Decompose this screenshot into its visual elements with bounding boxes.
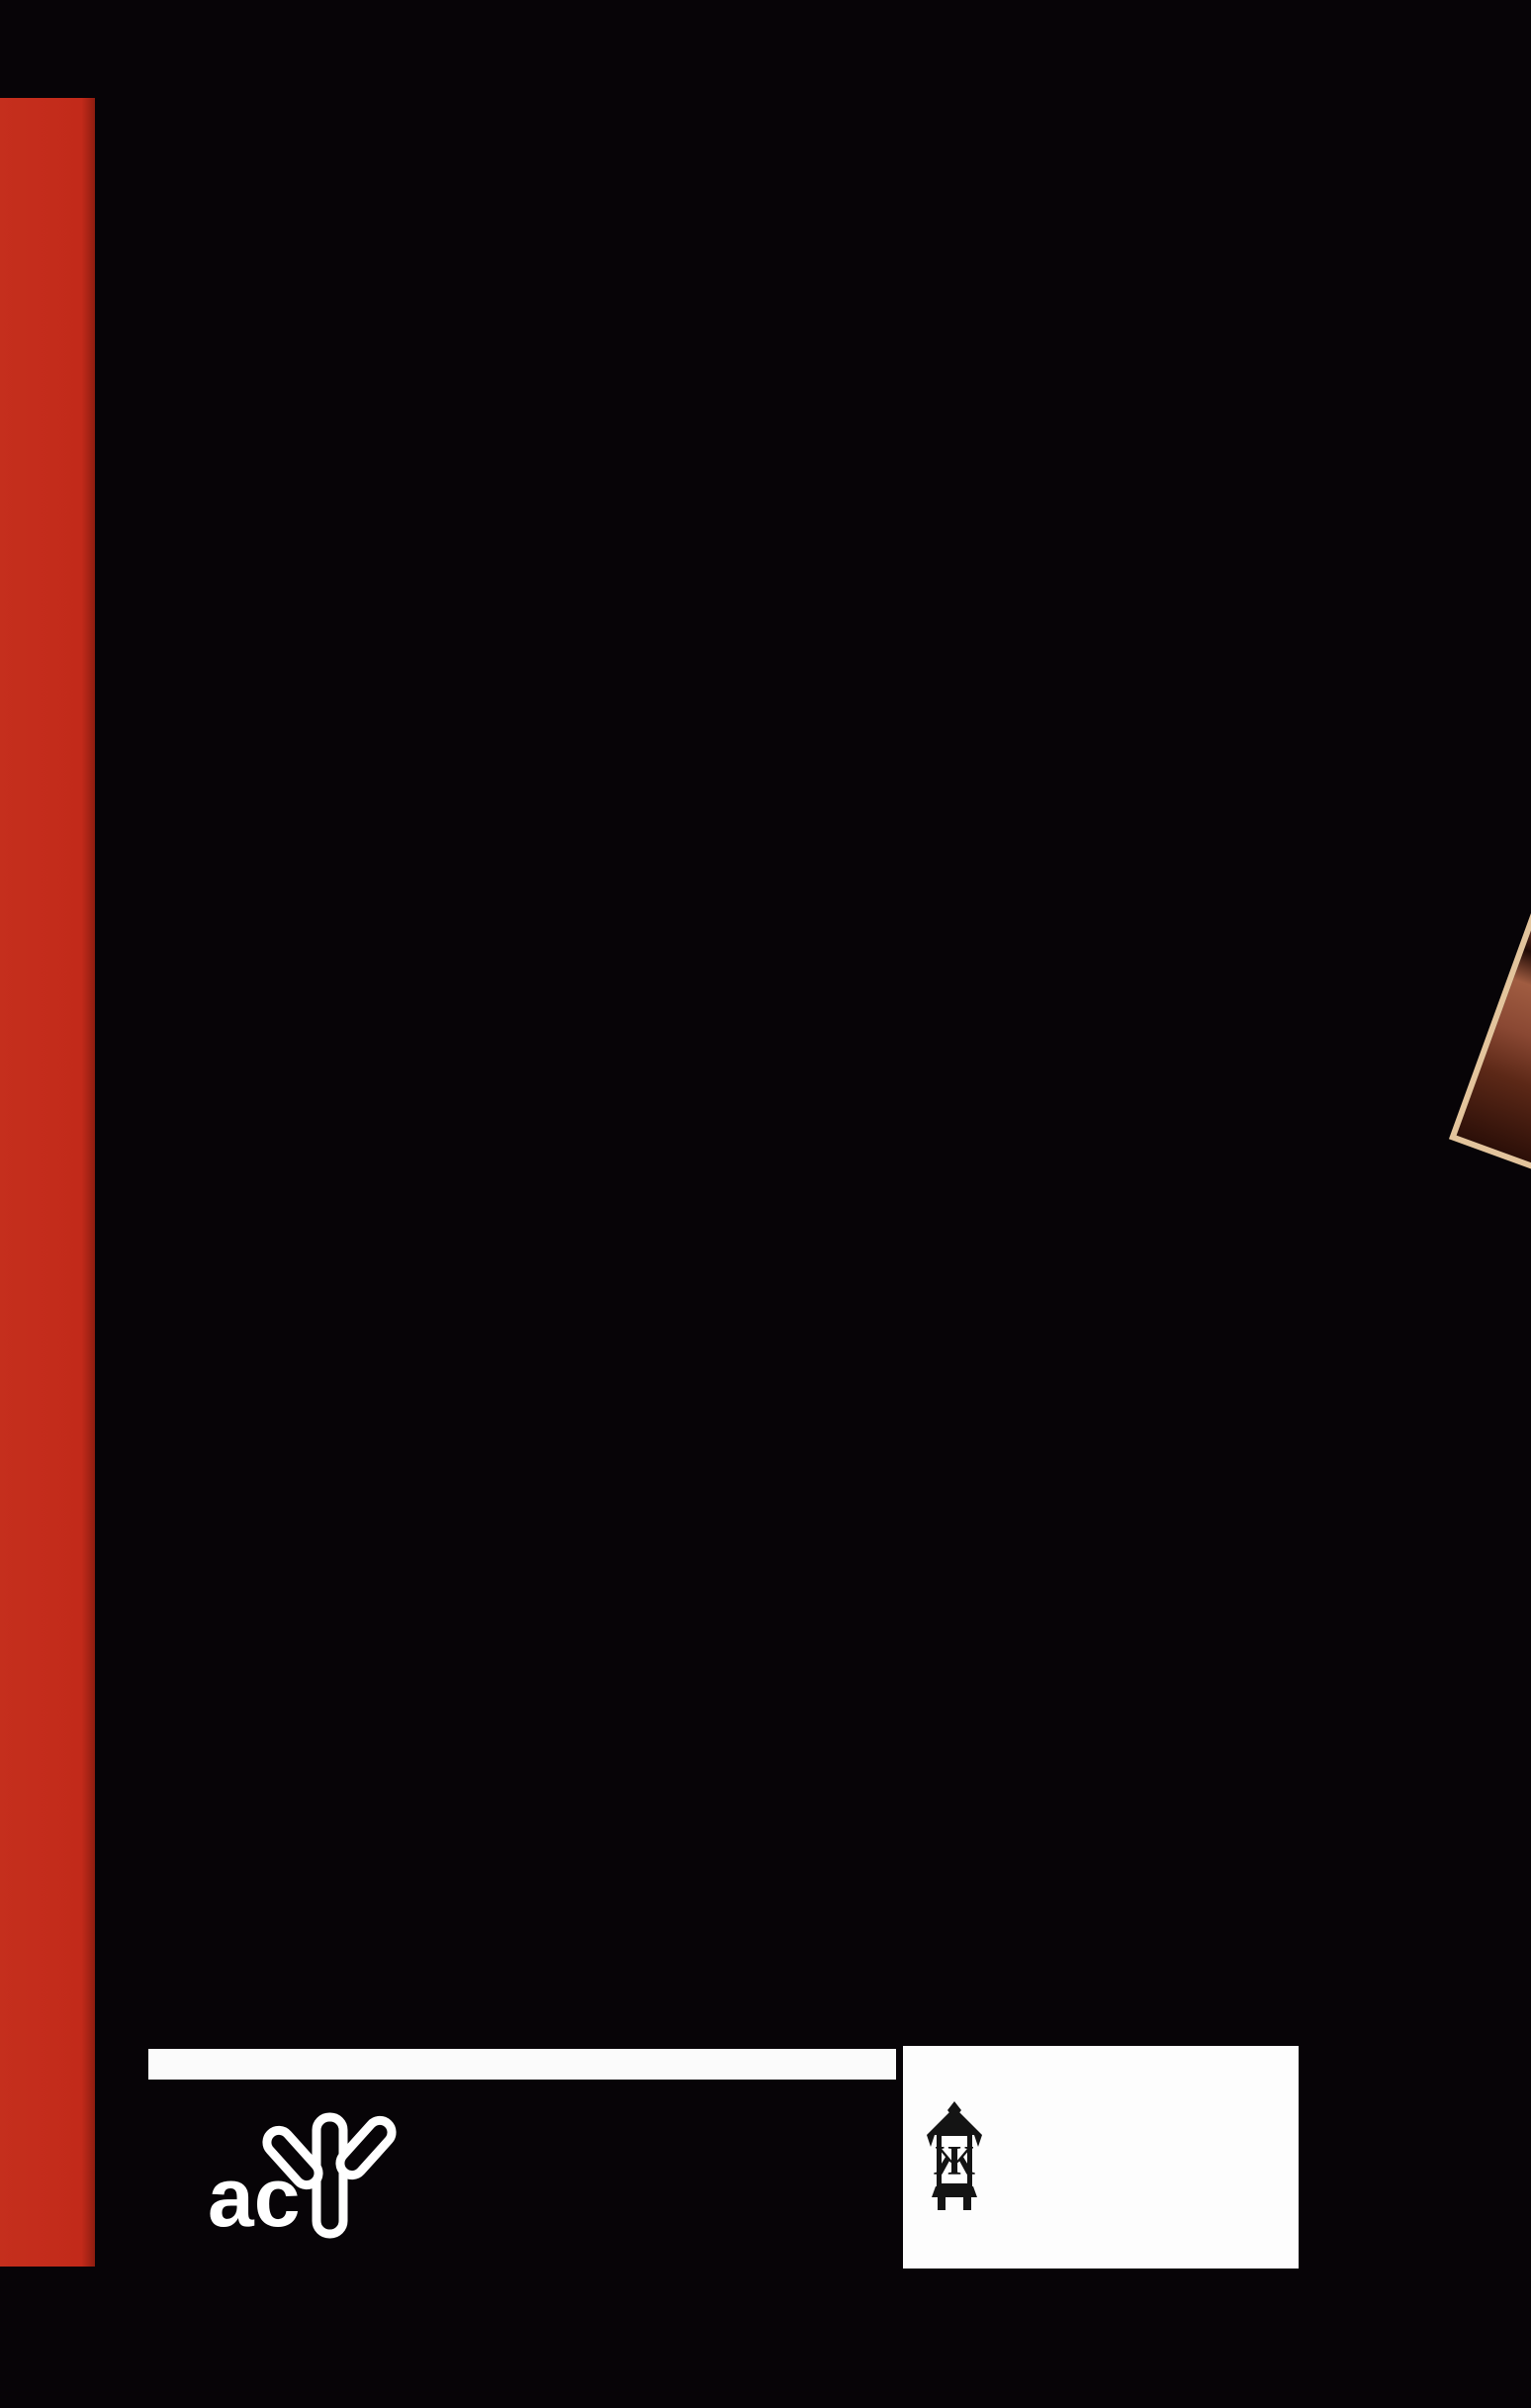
photo-corner-image (1449, 756, 1531, 1245)
spine-red-stripe (0, 98, 95, 2267)
ast-logo (196, 2095, 423, 2244)
ast-logo-letters: ас (208, 2151, 301, 2244)
lantern-imprint-icon (923, 2101, 986, 2219)
barcode-panel (903, 2046, 1299, 2269)
svg-text:Ж: Ж (934, 2139, 975, 2184)
tagline-bar (148, 2049, 896, 2080)
